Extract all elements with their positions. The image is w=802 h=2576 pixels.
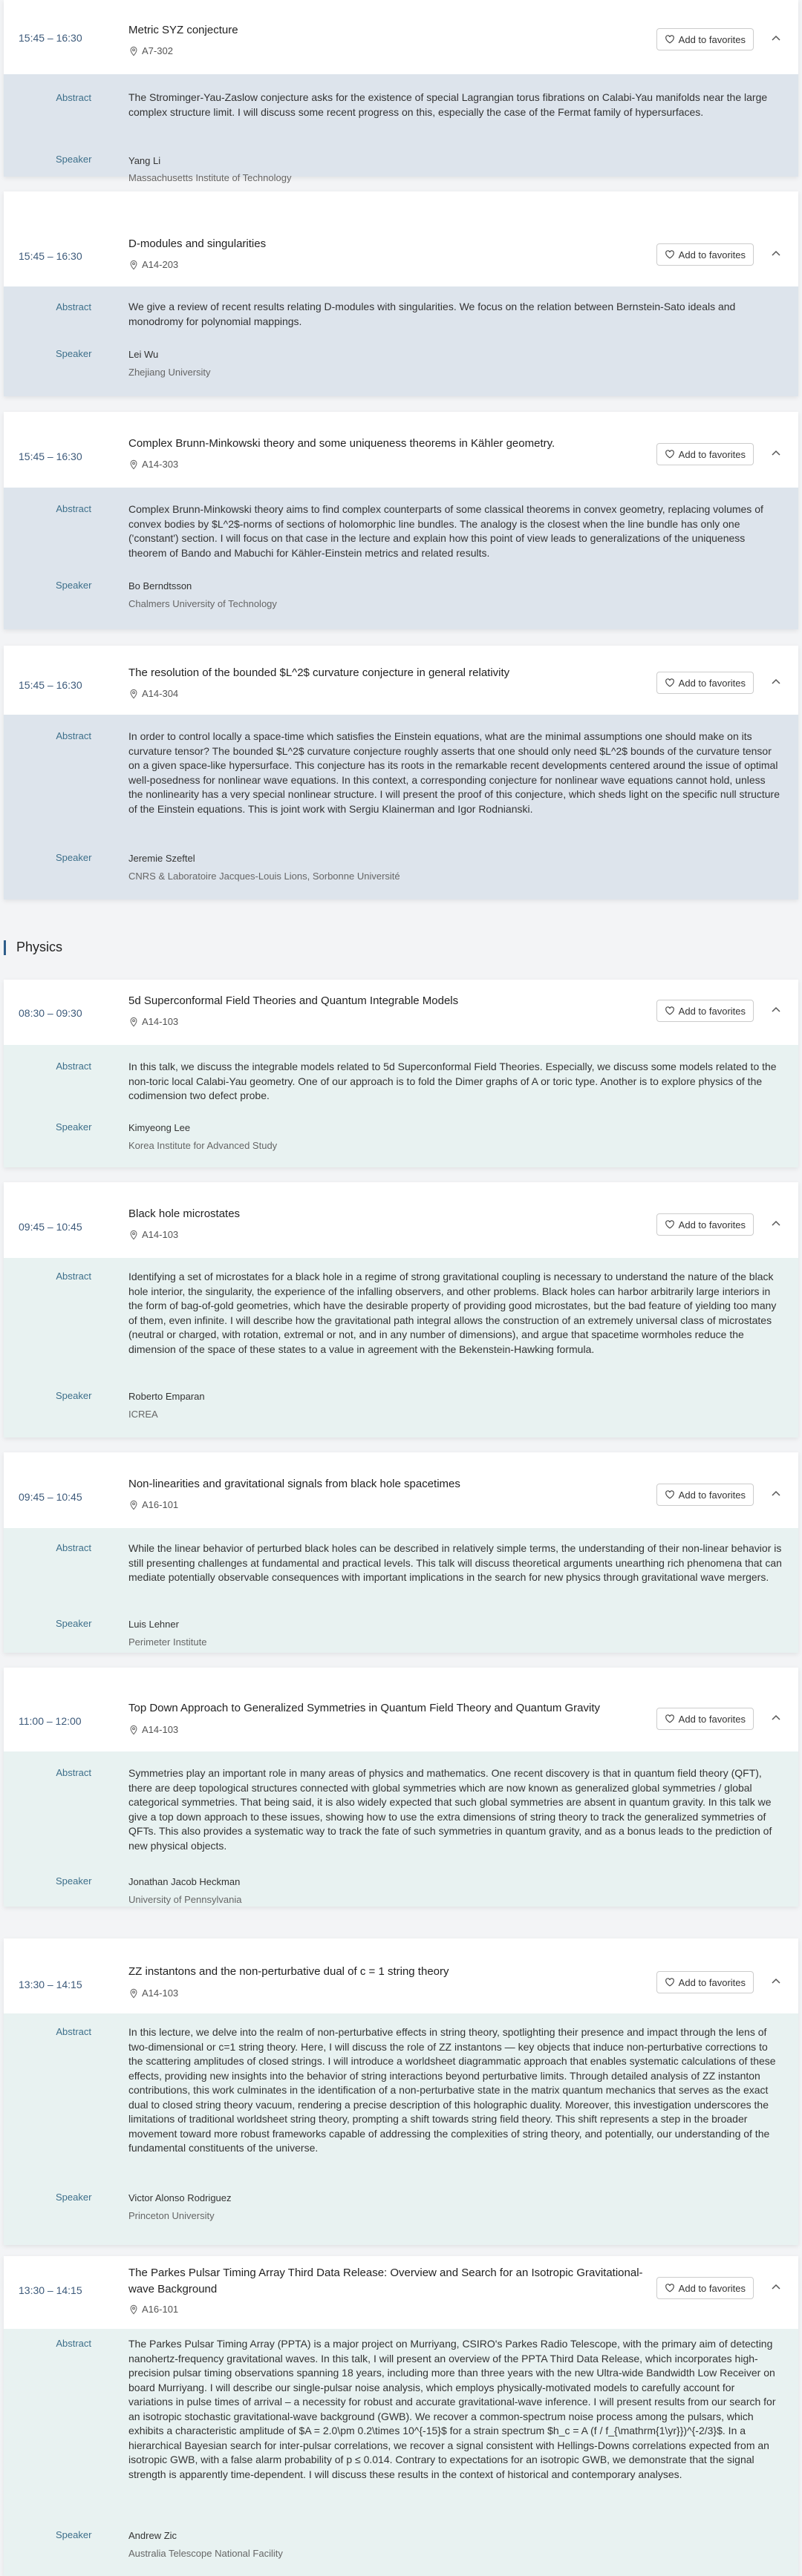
speaker-affiliation: ICREA <box>128 1409 158 1420</box>
heart-icon <box>665 34 675 45</box>
speaker-name: Lei Wu <box>128 349 159 360</box>
room-label: A14-103 <box>142 1724 179 1735</box>
add-to-favorites-button[interactable] <box>656 1708 754 1730</box>
collapse-toggle[interactable] <box>769 446 783 461</box>
talk-card <box>4 0 798 183</box>
talk-details <box>4 2013 798 2245</box>
favorite-label: Add to favorites <box>678 33 746 45</box>
abstract-label: Abstract <box>56 1542 91 1553</box>
favorite-label: Add to favorites <box>678 1489 746 1501</box>
talk-abstract: Symmetries play an important role in many areas of physics and mathematics. One recent discovery is that in quantum field theory (QFT), there are deep topological structures connected with global symmetries which are now known as generalized global symmetries / global categorical symmetries. That being said, it is also widely expected that such global symmetries are absent in quantum gravity. In this talk we give a top down approach to these issues, showing how to use the extra dimensions of string theory to track the generalized symmetries of QFTs. This also provides a systematic way to track the fate of such symmetries in quantum gravity, and as a bonus leads to the prediction of new physical objects. <box>128 1767 772 1852</box>
talk-time: 13:30 – 14:15 <box>19 2284 82 2296</box>
collapse-toggle[interactable] <box>769 1487 783 1501</box>
talk-card <box>4 1668 798 1907</box>
map-pin-icon <box>128 459 139 470</box>
heart-icon <box>665 1489 675 1500</box>
talk-time: 09:45 – 10:45 <box>19 1221 82 1233</box>
heart-icon <box>665 1714 675 1724</box>
map-pin-icon <box>128 1500 139 1510</box>
add-to-favorites-button[interactable] <box>656 672 754 694</box>
chevron-up-icon <box>770 448 782 459</box>
add-to-favorites-button[interactable] <box>656 1971 754 1993</box>
talk-title: The Parkes Pulsar Timing Array Third Data Release: Overview and Search for an Isotropic Gravitational-wave Background <box>128 2267 643 2295</box>
chevron-up-icon <box>770 1004 782 1016</box>
speaker-affiliation: Perimeter Institute <box>128 1636 207 1648</box>
speaker-label: Speaker <box>56 852 92 863</box>
collapse-toggle[interactable] <box>769 675 783 689</box>
map-pin-icon <box>128 2304 139 2315</box>
chevron-up-icon <box>770 1488 782 1500</box>
talk-abstract: In this talk, we discuss the integrable models related to 5d Superconformal Field Theories. Especially, we discuss some models related to the non-toric local Calabi-Yau geometry. One of our approach is to fold the Dimer graphs of A or toric type. Another is to explore physics of the codimension two defect probe. <box>128 1061 777 1101</box>
talk-details <box>4 1528 798 1653</box>
room-label: A14-303 <box>142 459 179 470</box>
favorite-label: Add to favorites <box>678 249 746 260</box>
speaker-name: Andrew Zic <box>128 2530 177 2541</box>
talk-card <box>4 1938 798 2245</box>
collapse-toggle[interactable] <box>769 1216 783 1231</box>
favorite-label: Add to favorites <box>678 1976 746 1988</box>
talk-card <box>4 1452 798 1653</box>
room-label: A16-101 <box>142 1499 179 1510</box>
talk-title: The resolution of the bounded $L^2$ curvature conjecture in general relativity <box>128 666 510 679</box>
talk-location <box>128 1229 178 1240</box>
favorite-label: Add to favorites <box>678 2282 746 2294</box>
talk-abstract: Identifying a set of microstates for a black hole in a regime of strong gravitational coupling is necessary to understand the nature of the black hole interior, the singularity, the experience of the infalling observers, and other problems. Black holes can harbor arbitrarily large interiors in the form of bag-of-gold geometries, which have the desirable property of providing good microstates, but the bad feature of yielding too many of them, even infinite. I will describe how the gravitational path integral allows the construction of an extremely universal class of microstates (neutral or charged, with rotation, extremal or not, and in any number of dimensions), and argue that spacetime wormholes reduce the dimension of the space of these states to a value in agreement with the Bekenstein-Hawking formula. <box>128 1271 777 1355</box>
section-heading <box>4 940 62 955</box>
heart-icon <box>665 449 675 459</box>
talk-details <box>4 1045 798 1167</box>
add-to-favorites-button[interactable] <box>656 28 754 50</box>
speaker-label: Speaker <box>56 1618 92 1629</box>
speaker-affiliation: Australia Telescope National Facility <box>128 2548 283 2559</box>
talk-abstract: The Parkes Pulsar Timing Array (PPTA) is a major project on Murriyang, CSIRO's Parkes Radio Telescope, with the primary aim of detecting nanohertz-frequency gravitational waves. In this talk, I will present an overview of the PPTA Third Data Release, which incorporates high-precision pulsar timing observations spanning 18 years, including more than three years with the new Ultra-wide Bandwidth Low Receiver on board Murriyang. I will describe our single-pulsar noise analysis, which employs physically-motivated models to carefully account for variations in pulse times of arrival – a necessity for robust and accurate gravitational-wave inference. I will present results from our search for an isotropic stochastic gravitational-wave background (GWB). We recover a common-spectrum noise process among the pulsars, which exhibits a characteristic amplitude of $A = 2.0\pm 0.2\times 10^{-15}$ for a strain spectrum $h_c = A (f / f_{\mathrm{1\yr}})^{-2/3}$. In a hierarchical Bayesian search for inter-pulsar correlations, we recover a signal consistent with Hellings-Downs correlations expected from an isotropic GWB, with a false alarm probability of p ≤ 0.014. Contrary to expectations for an isotropic GWB, we demonstrate that the signal strength is apparently time-dependent. I will discuss these results in the context of historical and contemporary analyses. <box>128 2338 776 2480</box>
chevron-up-icon <box>770 2281 782 2293</box>
speaker-name: Kimyeong Lee <box>128 1122 191 1133</box>
talk-time: 11:00 – 12:00 <box>19 1715 82 1727</box>
speaker-label: Speaker <box>56 154 92 165</box>
talk-card <box>4 2256 798 2576</box>
favorite-label: Add to favorites <box>678 448 746 460</box>
talk-location <box>128 459 178 470</box>
speaker-label: Speaker <box>56 2192 92 2203</box>
talk-location <box>128 688 178 699</box>
add-to-favorites-button[interactable] <box>656 443 754 465</box>
abstract-label: Abstract <box>56 301 91 312</box>
talk-details <box>4 1258 798 1438</box>
speaker-label: Speaker <box>56 1121 92 1133</box>
chevron-up-icon <box>770 248 782 260</box>
speaker-name: Yang Li <box>128 155 161 166</box>
talk-abstract: In this lecture, we delve into the realm of non-perturbative effects in string theory, spotlighting their presence and impact through the lens of two-dimensional or c=1 string theory. Here, I will discuss the role of ZZ instantons — key objects that induce non-perturbative corrections to the scattering amplitudes of closed strings. I will introduce a worldsheet diagrammatic approach that enables systematic calculations of these effects, providing new insights into the behavior of string interactions beyond perturbative limits. Through detailed analysis of ZZ instanton contributions, this work culminates in the identification of a non-perturbative state in the matrix quantum mechanics that serves as the exact dual to closed string theory vacuum, rendering a precise description of this holographic duality. Moreover, this investigation underscores the limitations of traditional worldsheet string theory, prompting a shift towards string field theory. This shift represents a step in the broader movement toward more robust frameworks capable of addressing the complexities of string theory, and potentially, our understanding of the fundamental constituents of the universe. <box>128 2026 776 2154</box>
speaker-affiliation: CNRS & Laboratoire Jacques-Louis Lions, Sorbonne Université <box>128 871 400 882</box>
talk-details <box>4 1751 798 1907</box>
talk-title: ZZ instantons and the non-perturbative dual of c = 1 string theory <box>128 1965 449 1978</box>
talk-time: 13:30 – 14:15 <box>19 1979 82 1990</box>
speaker-affiliation: Princeton University <box>128 2210 215 2221</box>
abstract-label: Abstract <box>56 2338 91 2349</box>
add-to-favorites-button[interactable] <box>656 1484 754 1506</box>
heart-icon <box>665 1977 675 1987</box>
abstract-label: Abstract <box>56 1061 91 1072</box>
speaker-name: Luis Lehner <box>128 1619 179 1630</box>
add-to-favorites-button[interactable] <box>656 1000 754 1022</box>
heart-icon <box>665 249 675 260</box>
talk-title: D-modules and singularities <box>128 237 267 250</box>
talk-title: Metric SYZ conjecture <box>128 24 238 36</box>
talk-card <box>4 412 798 629</box>
abstract-label: Abstract <box>56 503 91 514</box>
collapse-toggle[interactable] <box>769 31 783 46</box>
collapse-toggle[interactable] <box>769 246 783 261</box>
map-pin-icon <box>128 1017 139 1027</box>
speaker-label: Speaker <box>56 1390 92 1401</box>
talk-abstract: In order to control locally a space-time which satisfies the Einstein equations, what are the minimal assumptions one should make on its curvature tensor? The bounded $L^2$ curvature conjecture roughly asserts that one should only need $L^2$ bounds of the curvature tensor on a given space-like hypersurface. This conjecture has its roots in the remarkable recent developments centered around the issue of optimal well-posedness for nonlinear wave equations. In this context, a corresponding conjecture for nonlinear wave equations cannot hold, unless the nonlinearity has a very special nonlinear structure. I will present the proof of this conjecture, which sheds light on the specific null structure of the Einstein equations. This is joint work with Sergiu Klainerman and Igor Rodnianski. <box>128 730 780 815</box>
room-label: A14-103 <box>142 1987 179 1999</box>
map-pin-icon <box>128 1725 139 1735</box>
speaker-label: Speaker <box>56 1875 92 1887</box>
talk-details <box>4 286 798 396</box>
section-accent-bar <box>4 940 6 955</box>
speaker-affiliation: Zhejiang University <box>128 367 211 378</box>
talk-time: 09:45 – 10:45 <box>19 1491 82 1503</box>
talk-location <box>128 45 173 56</box>
talk-time: 15:45 – 16:30 <box>19 250 82 262</box>
room-label: A14-203 <box>142 259 179 270</box>
speaker-label: Speaker <box>56 580 92 591</box>
talk-location <box>128 2304 178 2315</box>
talk-time: 15:45 – 16:30 <box>19 679 82 691</box>
map-pin-icon <box>128 1988 139 1999</box>
map-pin-icon <box>128 46 139 56</box>
talk-card <box>4 1182 798 1438</box>
section-title: Physics <box>16 940 63 954</box>
chevron-up-icon <box>770 676 782 688</box>
favorite-label: Add to favorites <box>678 1219 746 1230</box>
add-to-favorites-button[interactable] <box>656 243 754 266</box>
talk-details <box>4 488 798 629</box>
favorite-label: Add to favorites <box>678 677 746 689</box>
abstract-label: Abstract <box>56 1767 91 1778</box>
talk-card <box>4 980 798 1167</box>
speaker-name: Jonathan Jacob Heckman <box>128 1876 241 1887</box>
heart-icon <box>665 2283 675 2293</box>
chevron-up-icon <box>770 33 782 45</box>
room-label: A14-304 <box>142 688 179 699</box>
talk-title: Top Down Approach to Generalized Symmetries in Quantum Field Theory and Quantum Gravity <box>128 1702 601 1714</box>
speaker-name: Jeremie Szeftel <box>128 853 195 864</box>
collapse-toggle[interactable] <box>769 1711 783 1725</box>
speaker-affiliation: Massachusetts Institute of Technology <box>128 172 292 183</box>
talk-details <box>4 715 798 899</box>
talk-abstract: While the linear behavior of perturbed black holes can be described in relatively simple terms, the understanding of their non-linear behavior is still presenting challenges at fundamental and practical levels. This talk will discuss theoretical arguments unearthing rich phenomena that can mediate potentially observable consequences with important implications in the search for new physics through gravitational wave mergers. <box>128 1542 782 1583</box>
collapse-toggle[interactable] <box>769 1003 783 1017</box>
add-to-favorites-button[interactable] <box>656 2277 754 2299</box>
talk-title: Black hole microstates <box>128 1207 241 1220</box>
room-label: A14-103 <box>142 1229 179 1240</box>
speaker-affiliation: Korea Institute for Advanced Study <box>128 1140 278 1151</box>
talk-location <box>128 259 178 270</box>
speaker-label: Speaker <box>56 348 92 359</box>
map-pin-icon <box>128 1230 139 1240</box>
speaker-affiliation: University of Pennsylvania <box>128 1894 242 1905</box>
talk-location <box>128 1016 178 1027</box>
talk-location <box>128 1987 178 1999</box>
talk-location <box>128 1724 178 1735</box>
heart-icon <box>665 678 675 688</box>
abstract-label: Abstract <box>56 2026 91 2037</box>
talk-title: 5d Superconformal Field Theories and Quantum Integrable Models <box>128 994 459 1007</box>
talk-card <box>4 646 798 899</box>
collapse-toggle[interactable] <box>769 2280 783 2295</box>
map-pin-icon <box>128 260 139 270</box>
map-pin-icon <box>128 689 139 699</box>
room-label: A7-302 <box>142 45 173 56</box>
talk-time: 15:45 – 16:30 <box>19 450 82 462</box>
abstract-label: Abstract <box>56 1271 91 1282</box>
add-to-favorites-button[interactable] <box>656 1213 754 1236</box>
collapse-toggle[interactable] <box>769 1974 783 1989</box>
heart-icon <box>665 1006 675 1016</box>
talk-time: 15:45 – 16:30 <box>19 32 82 44</box>
talk-time: 08:30 – 09:30 <box>19 1007 82 1019</box>
chevron-up-icon <box>770 1218 782 1230</box>
talk-abstract: We give a review of recent results relating D-modules with singularities. We focus on the relation between Bernstein-Sato ideals and monodromy for polynomial mappings. <box>128 301 736 327</box>
abstract-label: Abstract <box>56 730 91 741</box>
talk-location <box>128 1499 178 1510</box>
talk-details <box>4 74 798 183</box>
talk-abstract: The Strominger-Yau-Zaslow conjecture asks for the existence of special Lagrangian torus fibrations on Calabi-Yau manifolds near the large complex structure limit. I will discuss some recent progress on this, especially the case of the Fermat family of hypersurfaces. <box>128 91 768 118</box>
speaker-name: Bo Berndtsson <box>128 580 192 591</box>
abstract-label: Abstract <box>56 92 91 103</box>
room-label: A16-101 <box>142 2304 179 2315</box>
talk-title: Complex Brunn-Minkowski theory and some uniqueness theorems in Kähler geometry. <box>128 437 555 450</box>
favorite-label: Add to favorites <box>678 1005 746 1017</box>
heart-icon <box>665 1219 675 1230</box>
speaker-name: Roberto Emparan <box>128 1391 205 1402</box>
talk-title: Non-linearities and gravitational signals from black hole spacetimes <box>128 1478 460 1490</box>
talk-abstract: Complex Brunn-Minkowski theory aims to find complex counterparts of some classical theorems in convex geometry, replacing volumes of convex bodies by $L^2$-norms of sections of holomorphic line bundles. The analogy is the closest when the line bundle has only one ('constant') section. I will focus on that case in the lecture and explain how this point of view leads to generalizations of the uniqueness theorem of Bando and Mabuchi for Kähler-Einstein metrics and related results. <box>128 503 763 559</box>
speaker-affiliation: Chalmers University of Technology <box>128 598 277 609</box>
talk-details <box>4 2329 798 2576</box>
talk-card <box>4 191 798 396</box>
speaker-label: Speaker <box>56 2529 92 2540</box>
chevron-up-icon <box>770 1712 782 1724</box>
speaker-name: Victor Alonso Rodriguez <box>128 2192 232 2203</box>
room-label: A14-103 <box>142 1016 179 1027</box>
favorite-label: Add to favorites <box>678 1713 746 1725</box>
chevron-up-icon <box>770 1976 782 1987</box>
